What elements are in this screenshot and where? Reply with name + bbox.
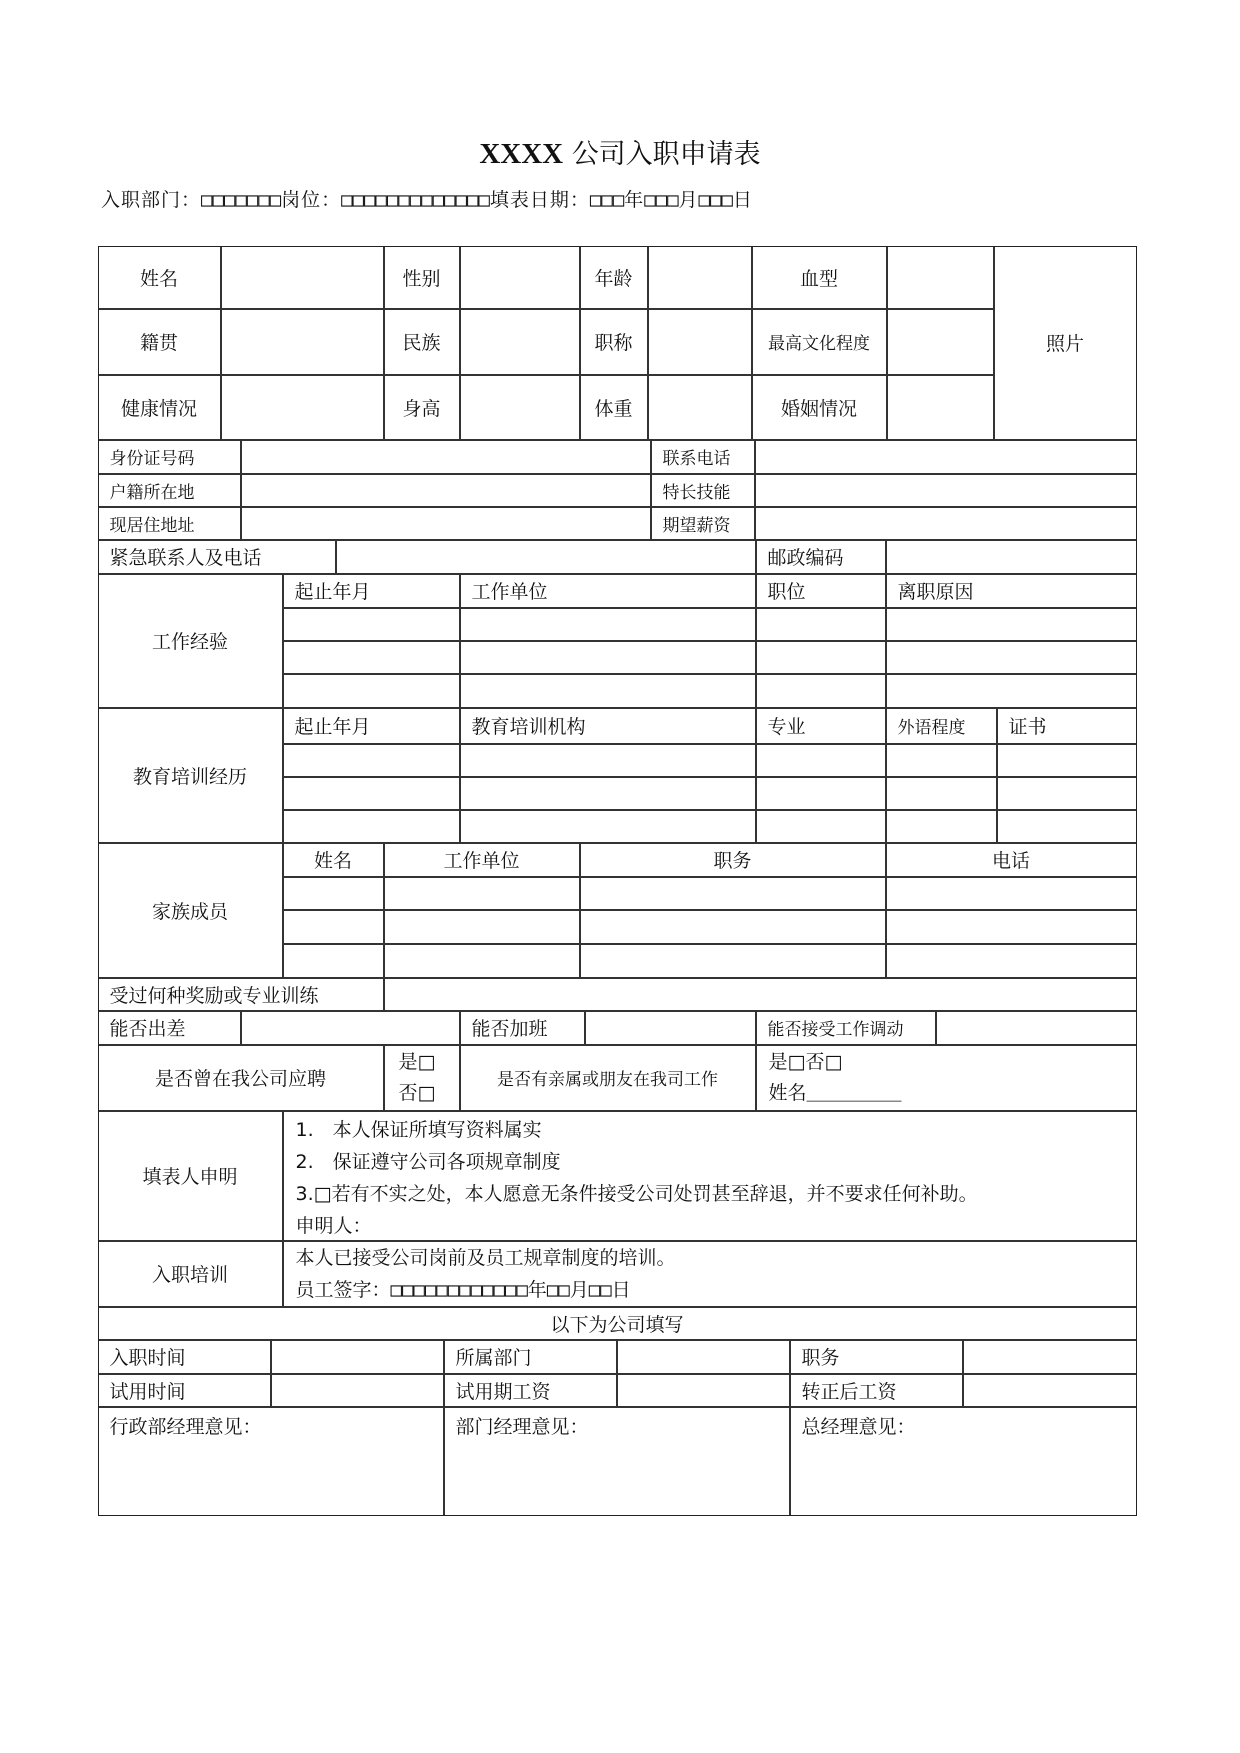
field-entry-time[interactable] (271, 1340, 444, 1374)
work-cell[interactable] (460, 641, 756, 674)
label-emergency: 紧急联系人及电话 (98, 540, 336, 574)
sign-label: 员工签字： (295, 1278, 391, 1301)
edu-cell[interactable] (283, 744, 460, 777)
family-cell[interactable] (384, 944, 580, 978)
edu-cell[interactable] (460, 777, 756, 810)
company-section-header: 以下为公司填写 (98, 1307, 1137, 1340)
label-trial-salary: 试用期工资 (444, 1374, 617, 1407)
day-blank[interactable]: □□□ (698, 189, 733, 211)
family-cell[interactable] (384, 877, 580, 910)
label-id-number: 身份证号码 (98, 440, 241, 474)
section-education: 教育培训经历 (98, 708, 283, 843)
edu-cell[interactable] (997, 777, 1137, 810)
family-cell[interactable] (283, 877, 384, 910)
section-work-experience: 工作经验 (98, 574, 283, 708)
field-transfer[interactable] (936, 1011, 1137, 1045)
field-age[interactable] (648, 246, 752, 309)
applied-no-checkbox[interactable]: 否□ (398, 1081, 436, 1104)
field-name[interactable] (221, 246, 384, 309)
field-native[interactable] (221, 309, 384, 375)
label-phone: 联系电话 (651, 440, 755, 474)
edu-cell[interactable] (886, 810, 997, 843)
edu-header-certificate: 证书 (997, 708, 1137, 744)
label-trial-time: 试用时间 (98, 1374, 271, 1407)
field-hukou[interactable] (241, 474, 651, 507)
edu-header-major: 专业 (756, 708, 886, 744)
work-cell[interactable] (886, 674, 1137, 708)
edu-cell[interactable] (756, 744, 886, 777)
dept-blank[interactable]: □□□□□□□ (201, 189, 282, 211)
label-hukou: 户籍所在地 (98, 474, 241, 507)
day-label: 日 (732, 189, 753, 211)
edu-cell[interactable] (756, 810, 886, 843)
field-postcode[interactable] (886, 540, 1137, 574)
label-education: 最高文化程度 (752, 309, 887, 375)
label-blood: 血型 (752, 246, 887, 309)
section-training: 入职培训 (98, 1241, 283, 1307)
field-height[interactable] (460, 375, 580, 440)
work-header-position: 职位 (756, 574, 886, 608)
sign-month-blank[interactable]: □□ (546, 1278, 570, 1301)
sign-day-blank[interactable]: □□ (588, 1278, 612, 1301)
family-cell[interactable] (580, 944, 886, 978)
field-weight[interactable] (648, 375, 752, 440)
field-overtime[interactable] (585, 1011, 756, 1045)
relatives-options (756, 1045, 1137, 1111)
label-salary: 期望薪资 (651, 507, 755, 540)
year-blank[interactable]: □□□ (589, 189, 625, 211)
label-ethnic: 民族 (384, 309, 460, 375)
section-family: 家族成员 (98, 843, 283, 978)
photo-box[interactable]: 照片 (994, 246, 1137, 440)
work-cell[interactable] (283, 608, 460, 641)
sign-blank[interactable]: □□□□□□□□□□□□ (390, 1278, 528, 1301)
label-native: 籍贯 (98, 309, 221, 375)
field-skills[interactable] (755, 474, 1137, 507)
applied-yes-checkbox[interactable]: 是□ (398, 1050, 436, 1073)
title-company-placeholder: XXXX (479, 138, 564, 170)
edu-header-institution: 教育培训机构 (460, 708, 756, 744)
family-cell[interactable] (886, 910, 1137, 944)
position-label: 岗位： (281, 189, 342, 211)
field-travel[interactable] (241, 1011, 460, 1045)
declaration-line-2: 2. 保证遵守公司各项规章制度 (295, 1150, 561, 1173)
general-manager-opinion[interactable]: 总经理意见： (790, 1407, 1137, 1516)
label-travel: 能否出差 (98, 1011, 241, 1045)
label-postcode: 邮政编码 (756, 540, 886, 574)
label-overtime: 能否加班 (460, 1011, 585, 1045)
edu-cell[interactable] (886, 744, 997, 777)
family-cell[interactable] (384, 910, 580, 944)
declaration-line-1: 1. 本人保证所填写资料属实 (295, 1118, 542, 1141)
work-cell[interactable] (460, 608, 756, 641)
sign-day-label: 日 (611, 1278, 631, 1301)
sign-year-label: 年 (527, 1278, 547, 1301)
month-blank[interactable]: □□□ (644, 189, 679, 211)
work-cell[interactable] (460, 674, 756, 708)
dept-label: 入职部门： (101, 189, 202, 211)
field-blood[interactable] (887, 246, 994, 309)
dept-manager-opinion[interactable]: 部门经理意见： (444, 1407, 790, 1516)
label-company-dept: 所属部门 (444, 1340, 617, 1374)
label-applied-before: 是否曾在我公司应聘 (98, 1045, 384, 1111)
work-cell[interactable] (886, 608, 1137, 641)
work-header-leave-reason: 离职原因 (886, 574, 1137, 608)
field-regular-salary[interactable] (963, 1374, 1137, 1407)
family-cell[interactable] (580, 910, 886, 944)
edu-cell[interactable] (997, 744, 1137, 777)
training-statement: 本人已接受公司岗前及员工规章制度的培训。 (295, 1246, 676, 1269)
family-header-phone: 电话 (886, 843, 1137, 877)
field-ethnic[interactable] (460, 309, 580, 375)
family-header-duty: 职务 (580, 843, 886, 877)
family-cell[interactable] (283, 944, 384, 978)
family-header-name: 姓名 (283, 843, 384, 877)
edu-cell[interactable] (756, 777, 886, 810)
field-salary[interactable] (755, 507, 1137, 540)
label-relatives: 是否有亲属或朋友在我司工作 (460, 1045, 756, 1111)
work-cell[interactable] (283, 641, 460, 674)
edu-header-language: 外语程度 (886, 708, 997, 744)
work-header-period: 起止年月 (283, 574, 460, 608)
declaration-text (283, 1111, 1137, 1241)
label-company-post: 职务 (790, 1340, 963, 1374)
relative-name-field[interactable]: 姓名＿＿＿＿＿ (768, 1081, 902, 1104)
family-cell[interactable] (886, 877, 1137, 910)
label-age: 年龄 (580, 246, 648, 309)
label-marital: 婚姻情况 (752, 375, 887, 440)
date-label: 填表日期： (489, 189, 590, 211)
work-cell[interactable] (756, 674, 886, 708)
work-cell[interactable] (756, 608, 886, 641)
field-title[interactable] (648, 309, 752, 375)
family-cell[interactable] (580, 877, 886, 910)
relatives-yes-no-checkbox[interactable]: 是□否□ (768, 1050, 843, 1073)
admin-manager-opinion[interactable]: 行政部经理意见： (98, 1407, 444, 1516)
label-title: 职称 (580, 309, 648, 375)
field-gender[interactable] (460, 246, 580, 309)
label-height: 身高 (384, 375, 460, 440)
field-trial-time[interactable] (271, 1374, 444, 1407)
field-health[interactable] (221, 375, 384, 440)
label-gender: 性别 (384, 246, 460, 309)
family-cell[interactable] (886, 944, 1137, 978)
family-header-employer: 工作单位 (384, 843, 580, 877)
field-company-post[interactable] (963, 1340, 1137, 1374)
work-cell[interactable] (283, 674, 460, 708)
label-transfer: 能否接受工作调动 (756, 1011, 936, 1045)
edu-cell[interactable] (460, 744, 756, 777)
edu-cell[interactable] (886, 777, 997, 810)
label-address: 现居住地址 (98, 507, 241, 540)
edu-cell[interactable] (283, 777, 460, 810)
title-text: 公司入职申请表 (571, 139, 761, 170)
year-label: 年 (624, 189, 645, 211)
field-address[interactable] (241, 507, 651, 540)
edu-cell[interactable] (283, 810, 460, 843)
position-blank[interactable]: □□□□□□□□□□□□□ (341, 189, 490, 211)
edu-cell[interactable] (997, 810, 1137, 843)
label-entry-time: 入职时间 (98, 1340, 271, 1374)
field-rewards[interactable] (384, 978, 1137, 1011)
work-cell[interactable] (756, 641, 886, 674)
declarant-signature[interactable]: 申明人： (295, 1214, 372, 1237)
section-declaration: 填表人申明 (98, 1111, 283, 1241)
work-cell[interactable] (886, 641, 1137, 674)
edu-header-period: 起止年月 (283, 708, 460, 744)
declaration-line-3: 3.□若有不实之处，本人愿意无条件接受公司处罚甚至辞退，并不要求任何补助。 (295, 1182, 978, 1205)
training-text (283, 1241, 1137, 1307)
field-phone[interactable] (755, 440, 1137, 474)
field-company-dept[interactable] (617, 1340, 790, 1374)
month-label: 月 (678, 189, 699, 211)
applied-before-options (384, 1045, 460, 1111)
employee-signature-line[interactable] (296, 1274, 631, 1306)
field-marital[interactable] (887, 375, 994, 440)
field-trial-salary[interactable] (617, 1374, 790, 1407)
work-header-employer: 工作单位 (460, 574, 756, 608)
label-name: 姓名 (98, 246, 221, 309)
label-rewards: 受过何种奖励或专业训练 (98, 978, 384, 1011)
sign-month-label: 月 (569, 1278, 589, 1301)
label-skills: 特长技能 (651, 474, 755, 507)
family-cell[interactable] (283, 910, 384, 944)
field-id-number[interactable] (241, 440, 651, 474)
label-regular-salary: 转正后工资 (790, 1374, 963, 1407)
edu-cell[interactable] (460, 810, 756, 843)
label-weight: 体重 (580, 375, 648, 440)
field-education[interactable] (887, 309, 994, 375)
field-emergency[interactable] (336, 540, 756, 574)
label-health: 健康情况 (98, 375, 221, 440)
